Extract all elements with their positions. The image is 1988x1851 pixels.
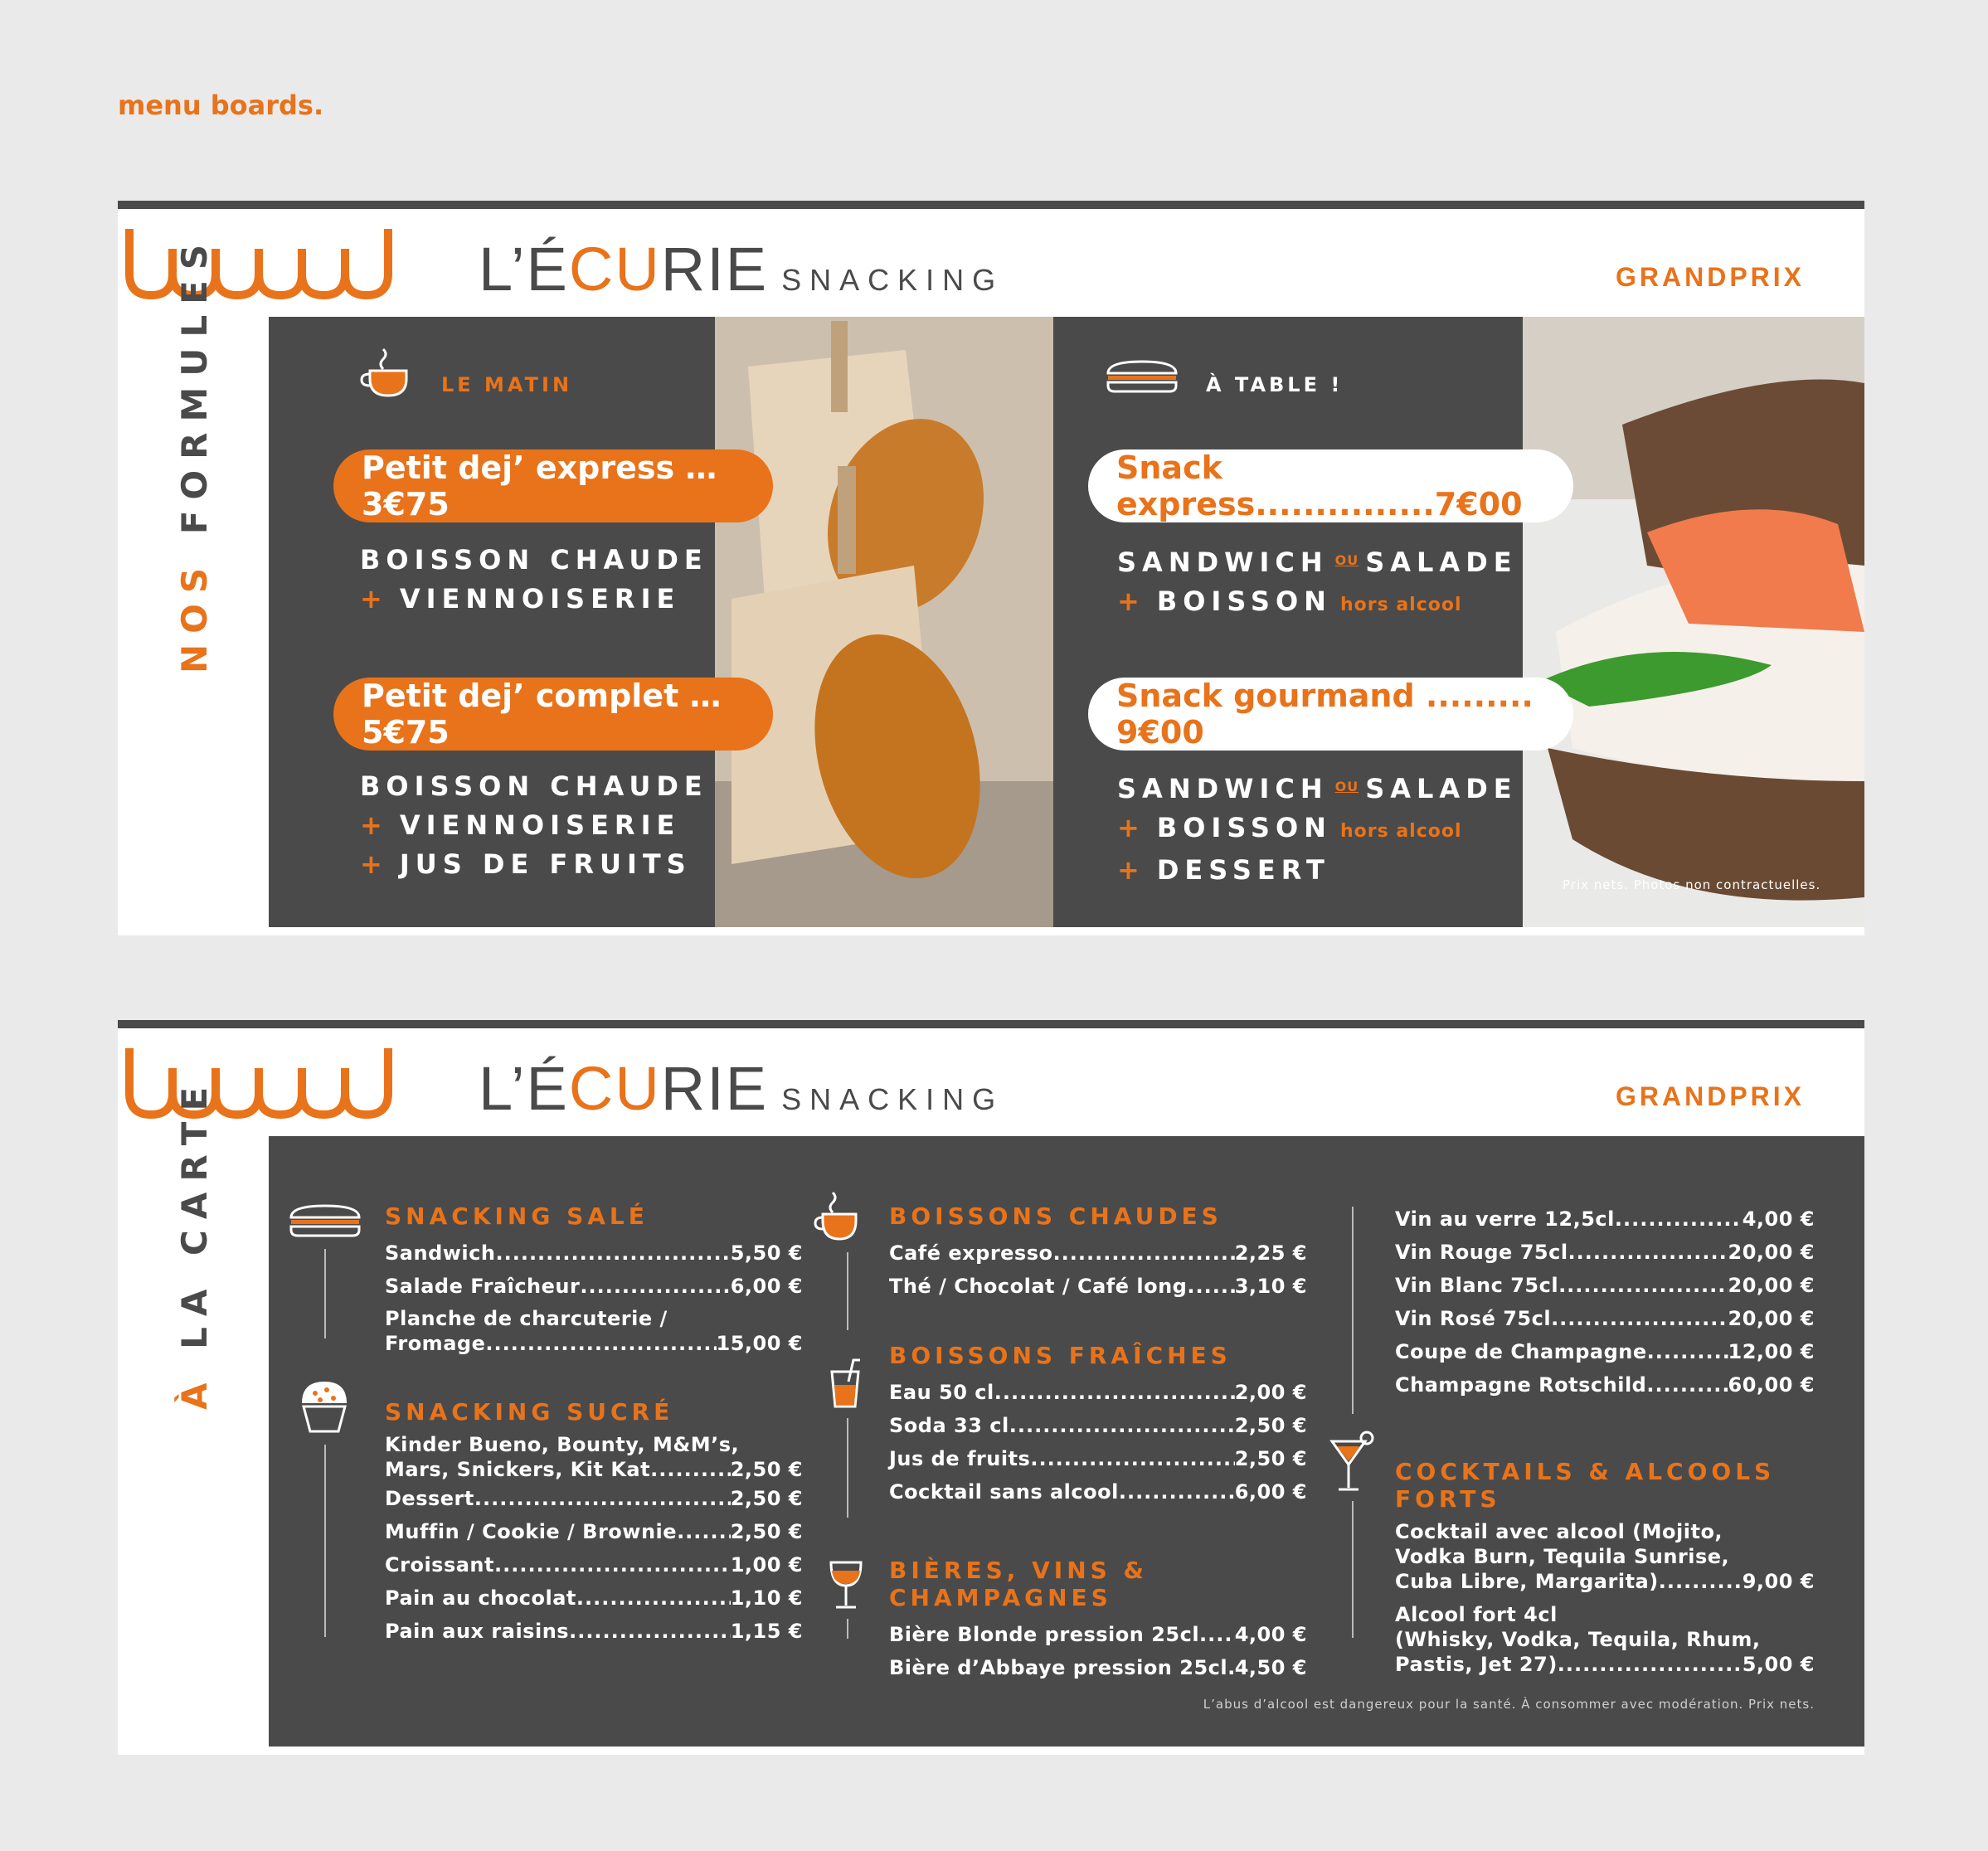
coffee-cup-icon (813, 1191, 866, 1242)
offer-petit-dej-complet: Petit dej’ complet … 5€75 (333, 678, 773, 751)
offer-petit-dej-express: Petit dej’ express … 3€75 (333, 449, 773, 522)
bieres-vins-section: BIÈRES, VINS & CHAMPAGNES Bière Blonde pression 25cl ..... 4,00 € Bière d’Abbaye pression 25cl ..... 4,50 € (889, 1557, 1307, 1684)
wine-glass-icon (826, 1559, 866, 1611)
price-note: Prix nets. Photos non contractuelles. (1563, 877, 1821, 892)
cocktails-section: COCKTAILS & ALCOOLS FORTS Cocktail avec alcool (Mojito, Vodka Burn, Tequila Sunrise, Cuba Libre, Margarita) ..... 9,00 € Alcool fort 4cl (Whisky, Vodka, Tequila, Rhum, Pastis, Jet 27) ..... 5,00 € (1395, 1458, 1815, 1677)
offer-snack-express: Snack express...............7€00 (1088, 449, 1573, 522)
page-label: menu boards. (118, 90, 324, 121)
divider (847, 1252, 848, 1330)
glass-straw-icon (827, 1357, 863, 1410)
boissons-fraiches-section: BOISSONS FRAÎCHES Eau 50 cl ..... 2,00 € Soda 33 cl ..... 2,50 € Jus de fruits ..... 2,50 € Cocktail sans alcool ..... 6,00 € (889, 1342, 1307, 1508)
divider (1352, 1501, 1354, 1638)
divider (1352, 1207, 1354, 1414)
divider (847, 1619, 848, 1639)
divider (847, 1418, 848, 1518)
offer-snack-express-details: SANDWICH $^{OU}$ SALADE + BOISSON hors alcool (1117, 547, 1518, 617)
divider (324, 1249, 326, 1338)
side-title: À LA CARTE (174, 1076, 215, 1410)
sandwich-icon (288, 1204, 362, 1237)
offer-snack-gourmand-details: SANDWICH $^{OU}$ SALADE + BOISSON hors alcool + DESSERT (1117, 773, 1518, 886)
brand-logo: L’ÉCURIE SNACKING (479, 235, 1004, 304)
offer-complet-details: BOISSON CHAUDE + VIENNOISERIE + JUS DE FRUITS (360, 770, 708, 880)
salmon-sandwich-photo (1523, 317, 1864, 927)
alcohol-warning-note: L’abus d’alcool est dangereux pour la santé. À consommer avec modération. Prix nets. (1203, 1697, 1815, 1712)
grandprix-logo: GRANDPRIX (1615, 1081, 1805, 1111)
grandprix-logo: GRANDPRIX (1615, 262, 1805, 292)
coffee-cup-icon (358, 346, 418, 399)
sandwich-icon (1105, 360, 1179, 393)
section-a-table: À TABLE ! (1206, 373, 1344, 396)
croissant-photo (715, 317, 1053, 927)
menu-board-formules (118, 201, 1864, 935)
divider (324, 1445, 326, 1637)
boissons-chaudes-section: BOISSONS CHAUDES Café expresso ..... 2,25 € Thé / Chocolat / Café long ..... 3,10 € (889, 1202, 1307, 1303)
muffin-icon (297, 1378, 352, 1435)
side-title: NOS FORMULES (174, 233, 215, 673)
vins-section: Vin au verre 12,5cl ..... 4,00 € Vin Rouge 75cl ..... 20,00 € Vin Blanc 75cl ..... 20,00 € Vin Rosé 75cl ..... 20,00 € Coupe de Champagne ..... 12,00 € Champagne Rotschild ..... 60,00 € (1395, 1202, 1815, 1402)
menu-board-a-la-carte (118, 1020, 1864, 1755)
snacking-sale-section: SNACKING SALÉ Sandwich ..... 5,50 € Salade Fraîcheur ..... 6,00 € Planche de charcuterie / Fromage ..... 15,00 € (385, 1202, 803, 1356)
offer-express-details: BOISSON CHAUDE + VIENNOISERIE (360, 544, 708, 615)
offer-snack-gourmand: Snack gourmand ......... 9€00 (1088, 678, 1573, 751)
section-le-matin: LE MATIN (441, 373, 573, 396)
snacking-sucre-section: SNACKING SUCRÉ Kinder Bueno, Bounty, M&M’s, Mars, Snickers, Kit Kat ..... 2,50 € Dessert ..... 2,50 € Muffin / Cookie / Brownie ..... 2,50 € Croissant ..... 1,00 € Pain au chocolat ..... 1,10 € Pain aux raisins ..... 1,15 € (385, 1398, 803, 1648)
brand-logo: L’ÉCURIE SNACKING (479, 1054, 1004, 1123)
cocktail-icon (1329, 1430, 1378, 1493)
